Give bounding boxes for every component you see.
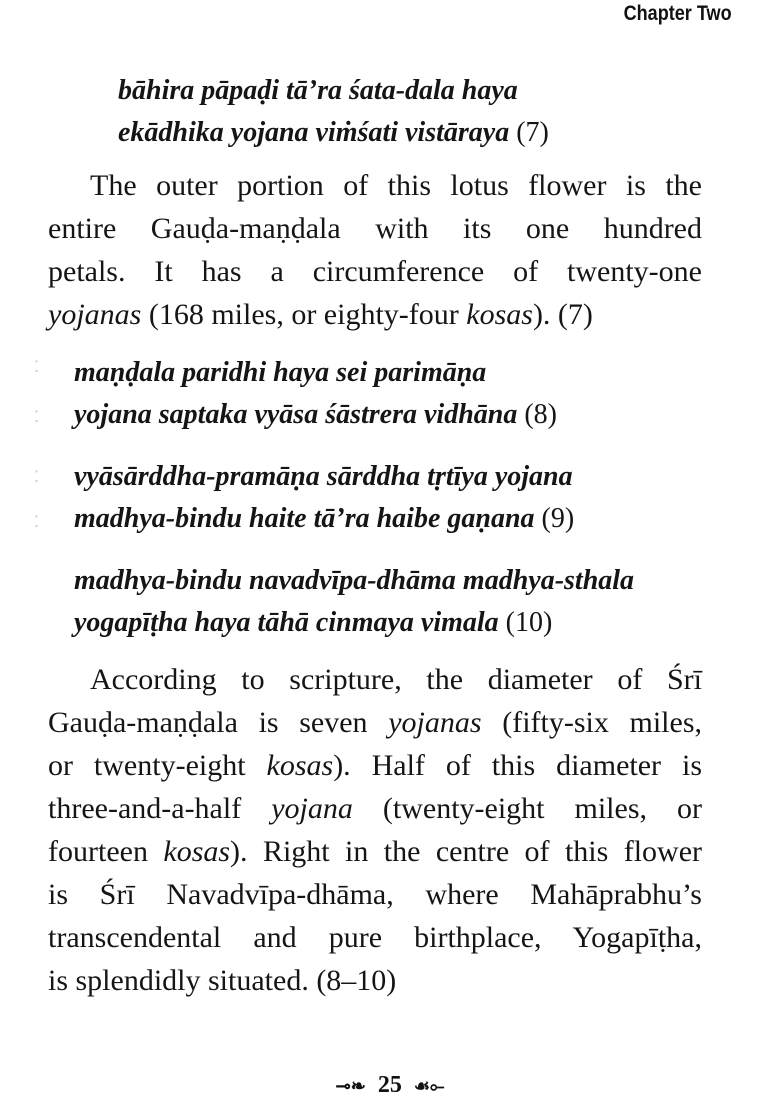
term-kosas: kosas xyxy=(466,298,533,331)
paragraph-line: According to scripture, the diameter of Śrī xyxy=(90,663,702,696)
translation-paragraph-1 xyxy=(48,164,702,336)
margin-mark: ⁚ xyxy=(34,469,40,486)
term-kosas: kosas xyxy=(266,749,334,782)
text-run: (fifty-six miles, xyxy=(481,706,703,739)
text-run: (168 miles, or eighty-four xyxy=(141,298,467,331)
term-yojanas: yojanas xyxy=(388,706,482,739)
text-run: Gauḍa-maṇḍala is seven xyxy=(48,706,389,739)
verse-number: (8) xyxy=(524,399,558,430)
paragraph-line: The outer portion of this lotus flower is the xyxy=(90,169,702,202)
verse-line: vyāsārddha-pramāṇa sārddha tṛtīya yojana xyxy=(74,461,573,492)
verse-number: (7) xyxy=(516,117,549,148)
verse-10 xyxy=(74,560,734,644)
term-yojanas: yojanas xyxy=(48,298,142,331)
margin-mark: ⁚ xyxy=(34,409,40,426)
page-footer xyxy=(0,1072,780,1099)
paragraph-line: entire Gauḍa-maṇḍala with its one hundred xyxy=(48,212,702,245)
text-run: or twenty-eight xyxy=(48,749,267,782)
chapter-header: Chapter Two xyxy=(623,2,732,25)
verse-8 xyxy=(74,352,734,436)
text-run: (twenty-eight miles, or xyxy=(352,792,702,825)
term-yojana: yojana xyxy=(271,792,353,825)
margin-mark: ⁚ xyxy=(34,514,40,531)
verse-line: bāhira pāpaḍi tā’ra śata-dala haya xyxy=(118,75,518,106)
ornament-left-icon: ⊸❧ xyxy=(335,1075,366,1096)
page-number: 25 xyxy=(377,1072,402,1098)
verse-line: madhya-bindu navadvīpa-dhāma madhya-sthala xyxy=(74,565,635,596)
text-run: three-and-a-half xyxy=(48,792,272,825)
paragraph-line xyxy=(48,787,702,830)
paragraph-line xyxy=(48,293,702,336)
verse-7 xyxy=(118,70,738,154)
verse-line-text: ekādhika yojana viṁśati vistāraya xyxy=(118,117,510,148)
ornament-right-icon: ☙⟜ xyxy=(413,1075,445,1096)
verse-line-text: yojana saptaka vyāsa śāstrera vidhāna xyxy=(74,399,518,430)
verse-line: maṇḍala paridhi haya sei parimāṇa xyxy=(74,357,487,388)
term-kosas: kosas xyxy=(163,835,231,868)
text-run: ). (7) xyxy=(532,298,593,331)
paragraph-line xyxy=(48,744,702,787)
verse-line-text: madhya-bindu haite tā’ra haibe gaṇana xyxy=(74,503,535,534)
text-run: fourteen xyxy=(48,835,164,868)
verse-line-text: yogapīṭha haya tāhā cinmaya vimala xyxy=(74,607,499,638)
verse-9 xyxy=(74,456,734,540)
verse-line xyxy=(74,394,734,436)
paragraph-line xyxy=(48,830,702,873)
paragraph-line: is splendidly situated. (8–10) xyxy=(48,964,397,997)
margin-mark: ⁚ xyxy=(34,359,40,376)
paragraph-line: is Śrī Navadvīpa-dhāma, where Mahāprabhu’s xyxy=(48,878,702,911)
verse-number: (9) xyxy=(541,503,575,534)
text-run: ). Right in the centre of this flower xyxy=(230,835,703,868)
paragraph-line: petals. It has a circumference of twenty-one xyxy=(48,255,702,288)
verse-number: (10) xyxy=(505,607,553,638)
translation-paragraph-2 xyxy=(48,658,702,1002)
verse-line xyxy=(74,498,734,540)
paragraph-line xyxy=(48,701,702,744)
text-run: ). Half of this diameter is xyxy=(333,749,702,782)
paragraph-line: transcendental and pure birthplace, Yogapīṭha, xyxy=(48,921,702,954)
verse-line xyxy=(118,112,738,154)
verse-line xyxy=(74,602,734,644)
